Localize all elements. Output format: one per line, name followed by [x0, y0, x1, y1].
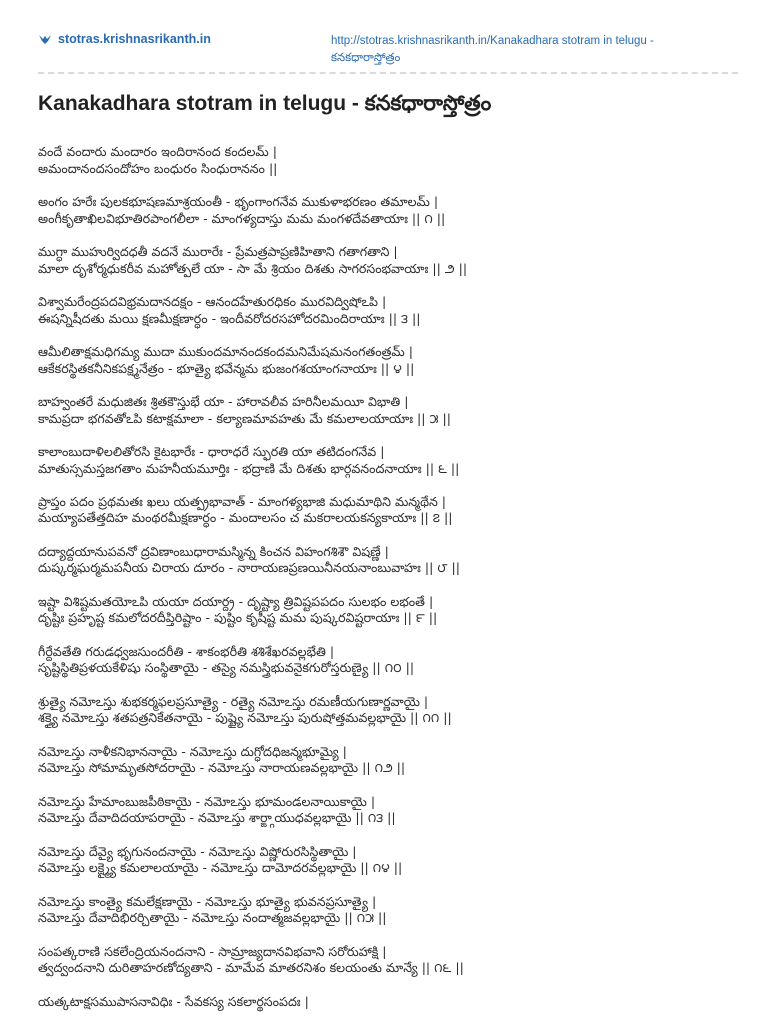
verse-block — [38, 194, 738, 227]
verse-line: నమోఽస్తు దేవాదిదయాపరాయై - నమోఽస్తు శార్ఙ్గాయుధవల్లభాయై || ౧౩ || — [38, 810, 396, 826]
verse-line: కాలాంబుదాళిలలితోరసి కైటభారేః - ధారాధరే స్ఫురతి యా తటిదంగనేవ | — [38, 443, 385, 459]
page-url[interactable] — [331, 33, 711, 66]
page-url-line-2[interactable]: కనకధారాస్తోత్రం — [331, 51, 401, 64]
verse-line: నమోఽస్తు దేవాదిభిరర్చితాయై - నమోఽస్తు నందాత్మజవల్లభాయై || ౧౫ || — [38, 910, 387, 926]
verse-line: నమోఽస్తు కాంత్యై కమలేక్షణాయై - నమోఽస్తు భూత్యై భువనప్రసూత్యై | — [38, 893, 377, 909]
verse-line: ఆకేకరస్థితకనీనికపక్ష్మనేత్రం - భూత్యై భవేన్మమ భుజంగశయాంగనాయాః || ౪ || — [38, 360, 415, 376]
verse-line: ఈషన్నిషీదతు మయి క్షణమీక్షణార్ధం - ఇందీవరోదరసహోదరమిందిరాయాః || ౩ || — [38, 310, 421, 326]
verse-block — [38, 344, 738, 377]
verse-line: అమందానందసందోహం బంధురం సింధురాననం || — [38, 160, 278, 176]
bird-logo-icon — [38, 33, 52, 45]
verse-line: గీర్దేవతేతి గరుడధ్వజసుందరీతి - శాకంభరీతి శశిశేఖరవల్లభేతి | — [38, 643, 335, 659]
verse-line: శక్త్యై నమోఽస్తు శతపత్రనికేతనాయై - పుష్ట్యై నమోఽస్తు పురుషోత్తమవల్లభాయై || ౧౧ || — [38, 710, 452, 726]
verse-line: నమోఽస్తు దేవ్యై భృగునందనాయై - నమోఽస్తు విష్ణోరురసిస్థితాయై | — [38, 843, 357, 859]
verse-line: అంగీకృతాఖిలవిభూతిరపాంగలీలా - మాంగళ్యదాస్తు మమ మంగళదేవతాయాః || ౧ || — [38, 210, 446, 226]
verse-block — [38, 144, 738, 177]
verse-line: సంపత్కరాణి సకలేంద్రియనందనాని - సామ్రాజ్యదానవిభవాని సరోరుహాక్షి | — [38, 943, 387, 959]
verse-line: దృష్టిః ప్రహృష్ట కమలోదరదీప్తిరిష్టాం - పుష్టిం కృషీష్ట మమ పుష్కరవిష్టరాయాః || ౯ || — [38, 610, 438, 626]
verse-block — [38, 494, 738, 527]
verse-line: దద్యాద్దయానుపవనో ద్రవిణాంబుధారామస్మిన్న కించన విహంగశిశౌ విషణ్ణే | — [38, 543, 389, 559]
site-brand[interactable] — [38, 32, 211, 46]
verse-block — [38, 844, 738, 877]
verse-line: విశ్వామరేంద్రపదవిభ్రమదానదక్షం - ఆనందహేతురధికం మురవిద్విషోఽపి | — [38, 293, 387, 309]
verse-line: ఆమీలితాక్షమధిగమ్య ముదా ముకుందమానందకందమనిమేషమనంగతంత్రమ్ | — [38, 343, 413, 359]
verse-line: ముగ్ధా ముహుర్విదధతీ వదనే మురారేః - ప్రేమత్రపాప్రణిహితాని గతాగతాని | — [38, 243, 398, 259]
verse-block — [38, 994, 738, 1011]
verse-line: ప్రాప్తం పదం ప్రథమతః ఖలు యత్ప్రభావాత్ - మాంగళ్యభాజి మధుమాథిని మన్మథేన | — [38, 493, 447, 509]
verse-line: దుష్కర్మఘర్మమపనీయ చిరాయ దూరం - నారాయణప్రణయినీనయనాంబువాహః || ౮ || — [38, 560, 460, 576]
page-title: Kanakadhara stotram in telugu - కనకధారాస్తోత్రం — [38, 92, 492, 115]
verse-block — [38, 794, 738, 827]
verse-line: సృష్టిస్థితిప్రళయకేళిషు సంస్థితాయై - తస్యై నమస్త్రిభువనైకగురోస్తరుణ్యై || ౧౦ || — [38, 660, 415, 676]
verse-block — [38, 244, 738, 277]
stotram-body — [38, 144, 738, 1027]
site-name[interactable]: stotras.krishnasrikanth.in — [58, 32, 211, 46]
verse-line: మాతుస్సమస్తజగతాం మహనీయమూర్తిః - భద్రాణి మే దిశతు భార్గవనందనాయాః || ౬ || — [38, 460, 460, 476]
verse-line: నమోఽస్తు హేమాంబుజపీఠికాయై - నమోఽస్తు భూమండలనాయికాయై | — [38, 793, 376, 809]
verse-line: నమోఽస్తు సోమామృతసోదరాయై - నమోఽస్తు నారాయణవల్లభాయై || ౧౨ || — [38, 760, 406, 776]
header-divider — [38, 72, 738, 74]
verse-line: మయ్యాపతేత్తదిహ మంథరమీక్షణార్ధం - మందాలసం చ మకరాలయకన్యకాయాః || ౭ || — [38, 510, 453, 526]
verse-block — [38, 894, 738, 927]
page-url-line-1[interactable]: http://stotras.krishnasrikanth.in/Kanakadhara stotram in telugu - — [331, 35, 654, 47]
verse-line: బాహ్వంతరే మధుజితః శ్రితకౌస్తుభే యా - హారావలీవ హరినీలమయీ విభాతి | — [38, 393, 409, 409]
verse-block — [38, 544, 738, 577]
verse-line: ఇష్టా విశిష్టమతయోఽపి యయా దయార్ద్ర - దృష్ట్యా త్రివిష్టపపదం సులభం లభంతే | — [38, 593, 434, 609]
verse-block — [38, 744, 738, 777]
verse-block — [38, 294, 738, 327]
verse-line: మాలా దృశోర్మధుకరీవ మహోత్పలే యా - సా మే శ్రియం దిశతు సాగరసంభవాయాః || ౨ || — [38, 260, 468, 276]
verse-line: కామప్రదా భగవతోఽపి కటాక్షమాలా - కల్యాణమావహతు మే కమలాలయాయాః || ౫ || — [38, 410, 451, 426]
verse-block — [38, 644, 738, 677]
verse-block — [38, 694, 738, 727]
verse-line: వందే వందారు మందారం ఇందిరానంద కందలమ్ | — [38, 144, 277, 159]
verse-line: నమోఽస్తు లక్ష్మ్యై కమలాలయాయై - నమోఽస్తు దామోదరవల్లభాయై || ౧౪ || — [38, 860, 403, 876]
verse-line: శ్రుత్యై నమోఽస్తు శుభకర్మఫలప్రసూత్యై - రత్యై నమోఽస్తు రమణీయగుణార్ణవాయై | — [38, 693, 429, 709]
verse-block — [38, 394, 738, 427]
verse-line: అంగం హరేః పులకభూషణమాశ్రయంతీ - భృంగాంగనేవ ముకుళాభరణం తమాలమ్ | — [38, 193, 439, 209]
verse-block — [38, 594, 738, 627]
verse-line: యత్కటాక్షసముపాసనావిధిః - సేవకస్య సకలార్థసంపదః | — [38, 993, 309, 1009]
verse-line: నమోఽస్తు నాళీకనిభాననాయై - నమోఽస్తు దుగ్ధోదధిజన్మభూమ్యై | — [38, 743, 347, 759]
verse-block — [38, 944, 738, 977]
verse-block — [38, 444, 738, 477]
verse-line: త్వద్వందనాని దురితాహరణోద్యతాని - మామేవ మాతరనిశం కలయంతు మాన్యే || ౧౬ || — [38, 960, 464, 976]
